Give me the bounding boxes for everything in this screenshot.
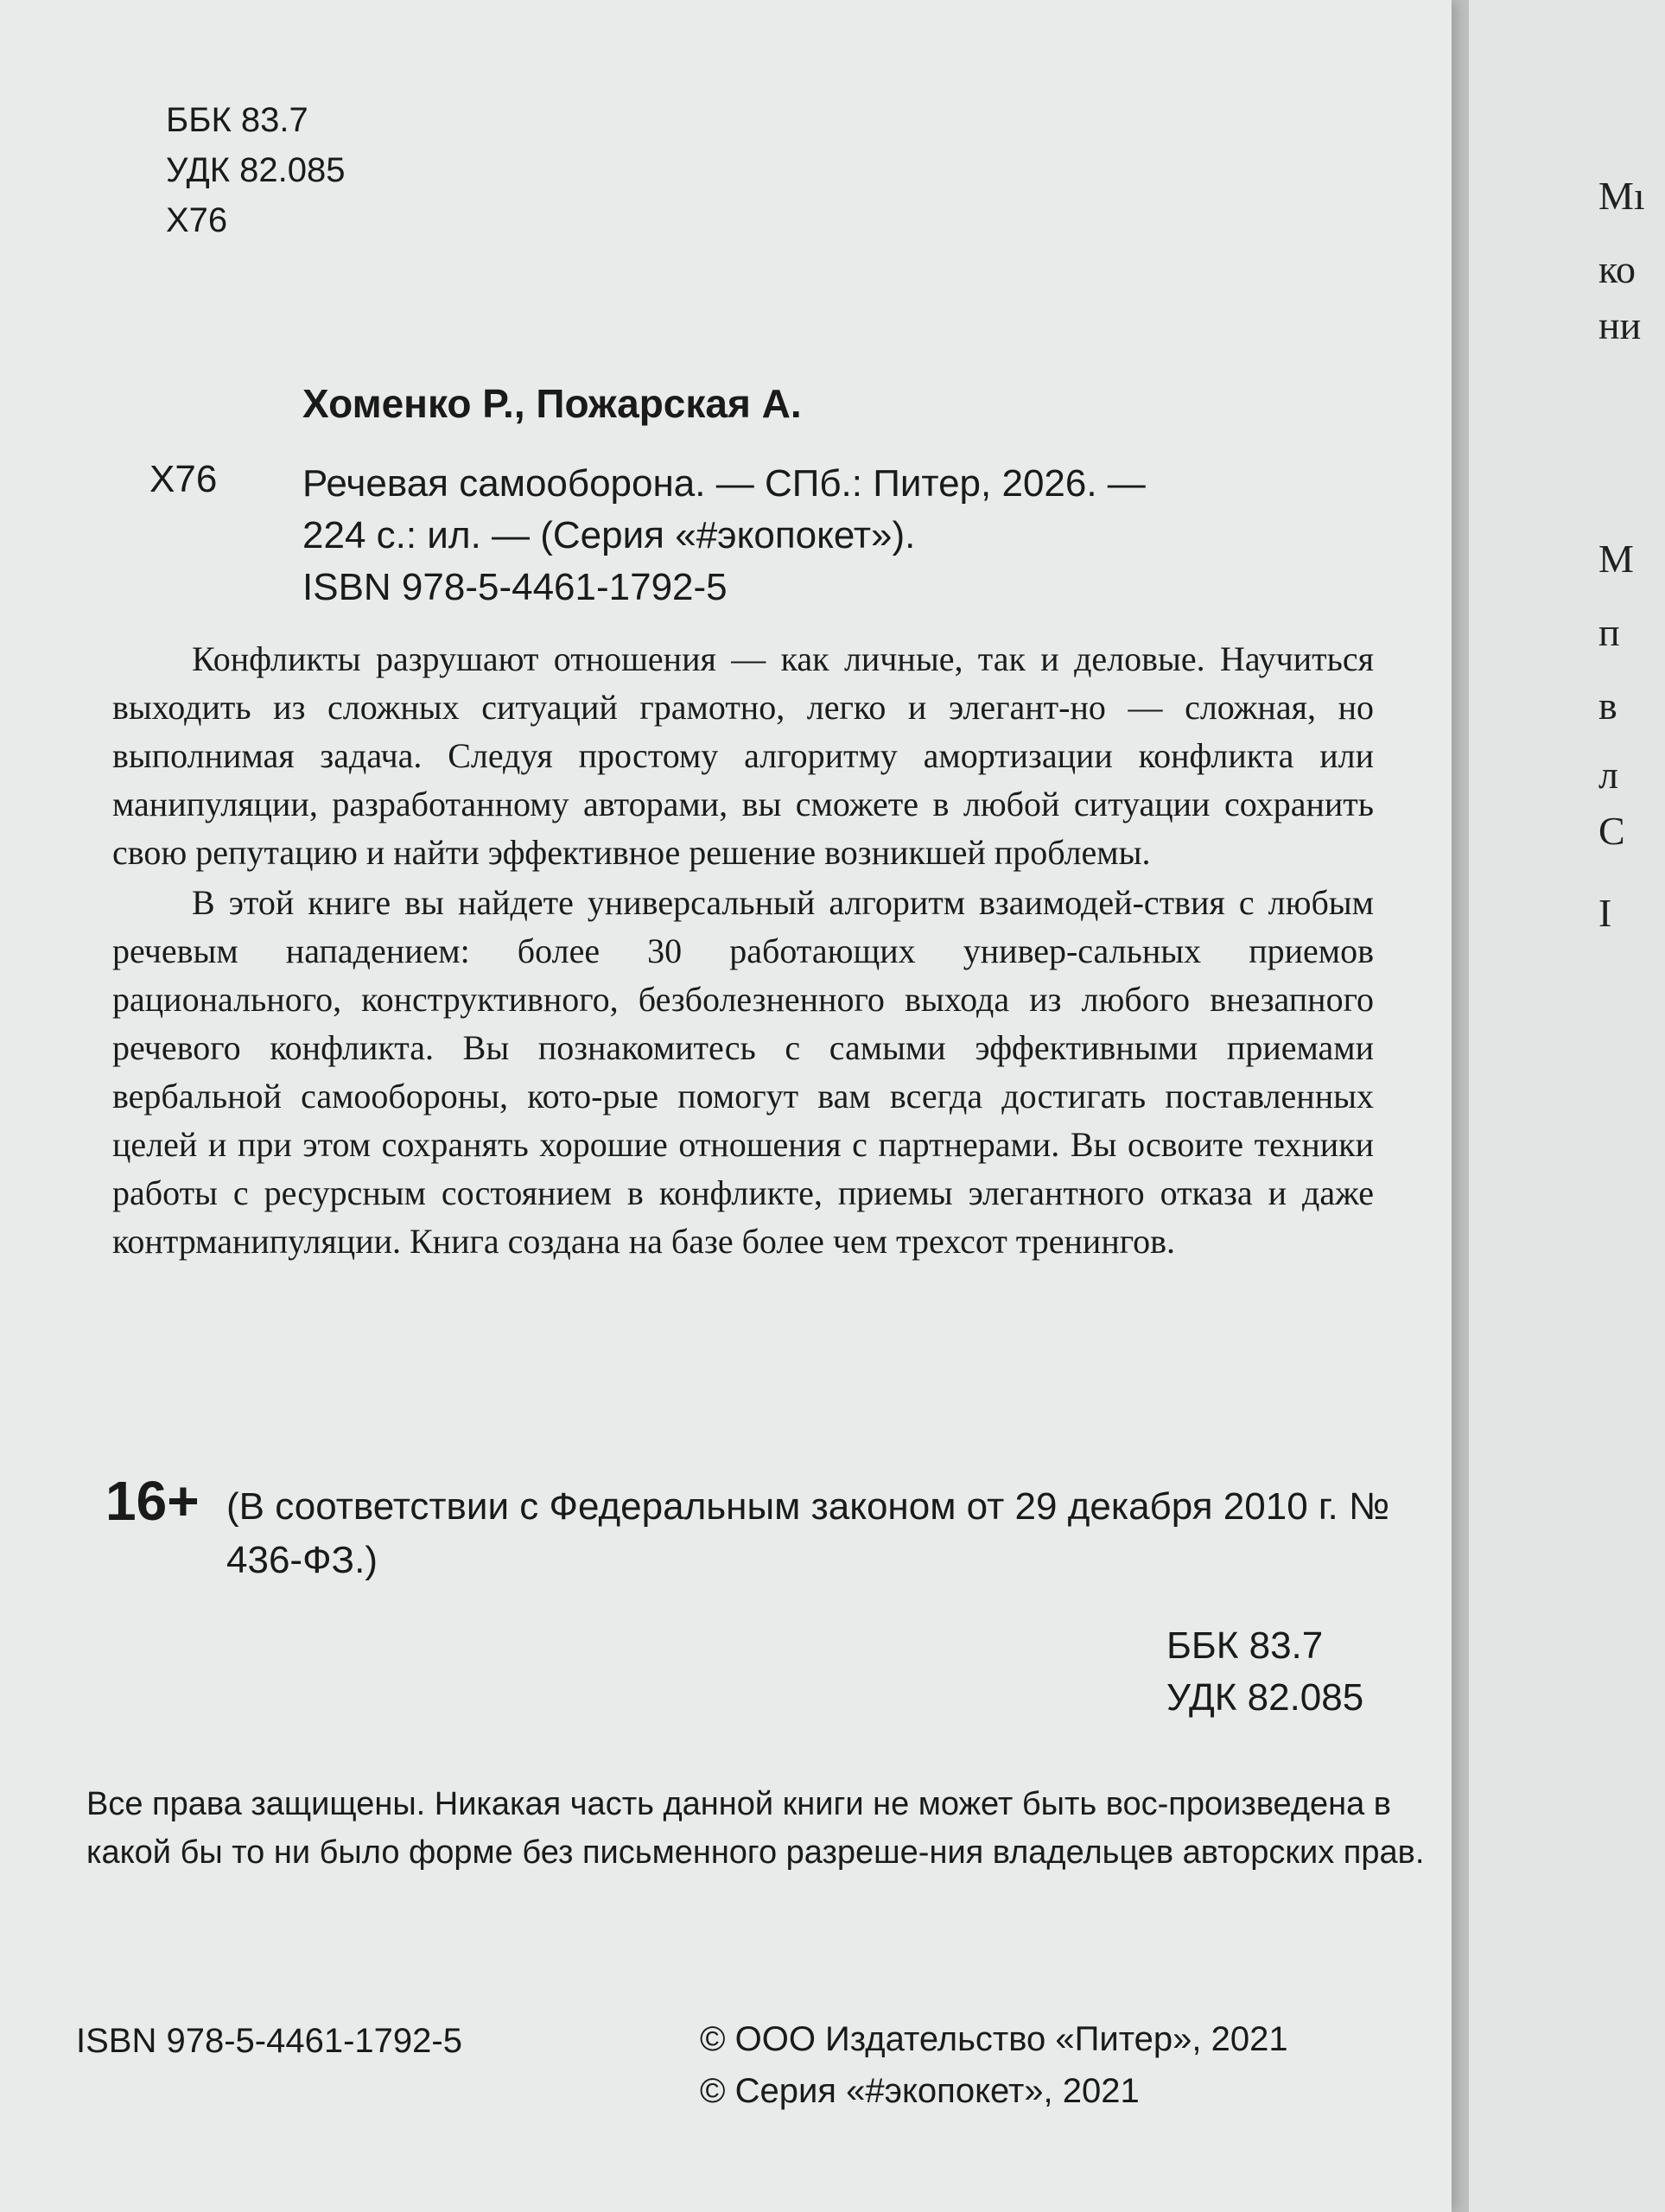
bib-title-line: Речевая самооборона. — СПб.: Питер, 2026. — — [302, 462, 1146, 505]
author-line: Хоменко Р., Пожарская А. — [302, 381, 802, 426]
adjacent-text-fragment: ко — [1598, 247, 1636, 291]
copyright-block — [700, 2013, 1288, 2117]
udk-code: УДК 82.085 — [1166, 1676, 1364, 1719]
age-rating-badge: 16+ — [105, 1470, 200, 1532]
adjacent-text-fragment: л — [1598, 753, 1618, 797]
adjacent-text-fragment: ни — [1598, 303, 1642, 347]
bib-author-mark: Х76 — [149, 458, 218, 500]
adjacent-text-fragment: М — [1598, 537, 1634, 581]
adjacent-page — [1469, 0, 1665, 2212]
series-copyright: © Серия «#экопокет», 2021 — [700, 2072, 1140, 2110]
header-classification-codes — [166, 95, 345, 245]
bib-pages-line: 224 с.: ил. — (Серия «#экопокет»). — [302, 514, 916, 556]
annotation-paragraph: Конфликты разрушают отношения — как личные, так и деловые. Научиться выходить из сложных ситуаций грамотно, легко и элегант-но — сложная, но выполнимая задача. Следуя простому алгоритму амортизации конфликта или манипуляции, разработанному авторами, вы сможете в любой ситуации сохранить свою репутацию и найти эффективное решение возникшей проблемы. — [112, 639, 1374, 872]
rights-notice: Все права защищены. Никакая часть данной книги не может быть вос-произведена в какой бы то ни было форме без письменного разреше-ния владельцев авторских прав. — [86, 1786, 1425, 1871]
adjacent-text-fragment: С — [1598, 809, 1625, 853]
adjacent-text-fragment: Мı — [1598, 174, 1645, 218]
adjacent-text-fragment: в — [1598, 683, 1617, 728]
adjacent-text-fragment: І — [1598, 891, 1612, 935]
age-rating-note: (В соответствии с Федеральным законом от 29 декабря 2010 г. № 436-ФЗ.) — [226, 1485, 1390, 1581]
isbn-number: ISBN 978-5-4461-1792-5 — [76, 2022, 462, 2060]
bibliographic-record — [302, 458, 1146, 613]
bib-isbn-line: ISBN 978-5-4461-1792-5 — [302, 566, 728, 608]
udk-code: УДК 82.085 — [166, 151, 346, 189]
bbk-code: ББК 83.7 — [1166, 1624, 1324, 1667]
annotation-paragraph: В этой книге вы найдете универсальный алгоритм взаимодей-ствия с любым речевым нападением: более 30 работающих универ-сальных приемов рационального, конструктивного, безболезненного выхода из любого внезапного речевого конфликта. Вы познакомитесь с самыми эффективными приемами вербальной самообороны, кото-рые помогут вам всегда достигать поставленных целей и при этом сохранять хорошие отношения с партнерами. Вы освоите техники работы с ресурсным состоянием в конфликте, приемы элегантного отказа и даже контрманипуляции. Книга создана на базе более чем трехсот тренингов. — [112, 883, 1374, 1261]
publisher-copyright: © ООО Издательство «Питер», 2021 — [700, 2020, 1288, 2058]
annotation — [112, 635, 1374, 1266]
adjacent-text-fragment: п — [1598, 610, 1620, 654]
bbk-code: ББК 83.7 — [166, 101, 308, 139]
bottom-classification-codes — [1166, 1620, 1363, 1724]
author-mark: Х76 — [166, 201, 228, 239]
